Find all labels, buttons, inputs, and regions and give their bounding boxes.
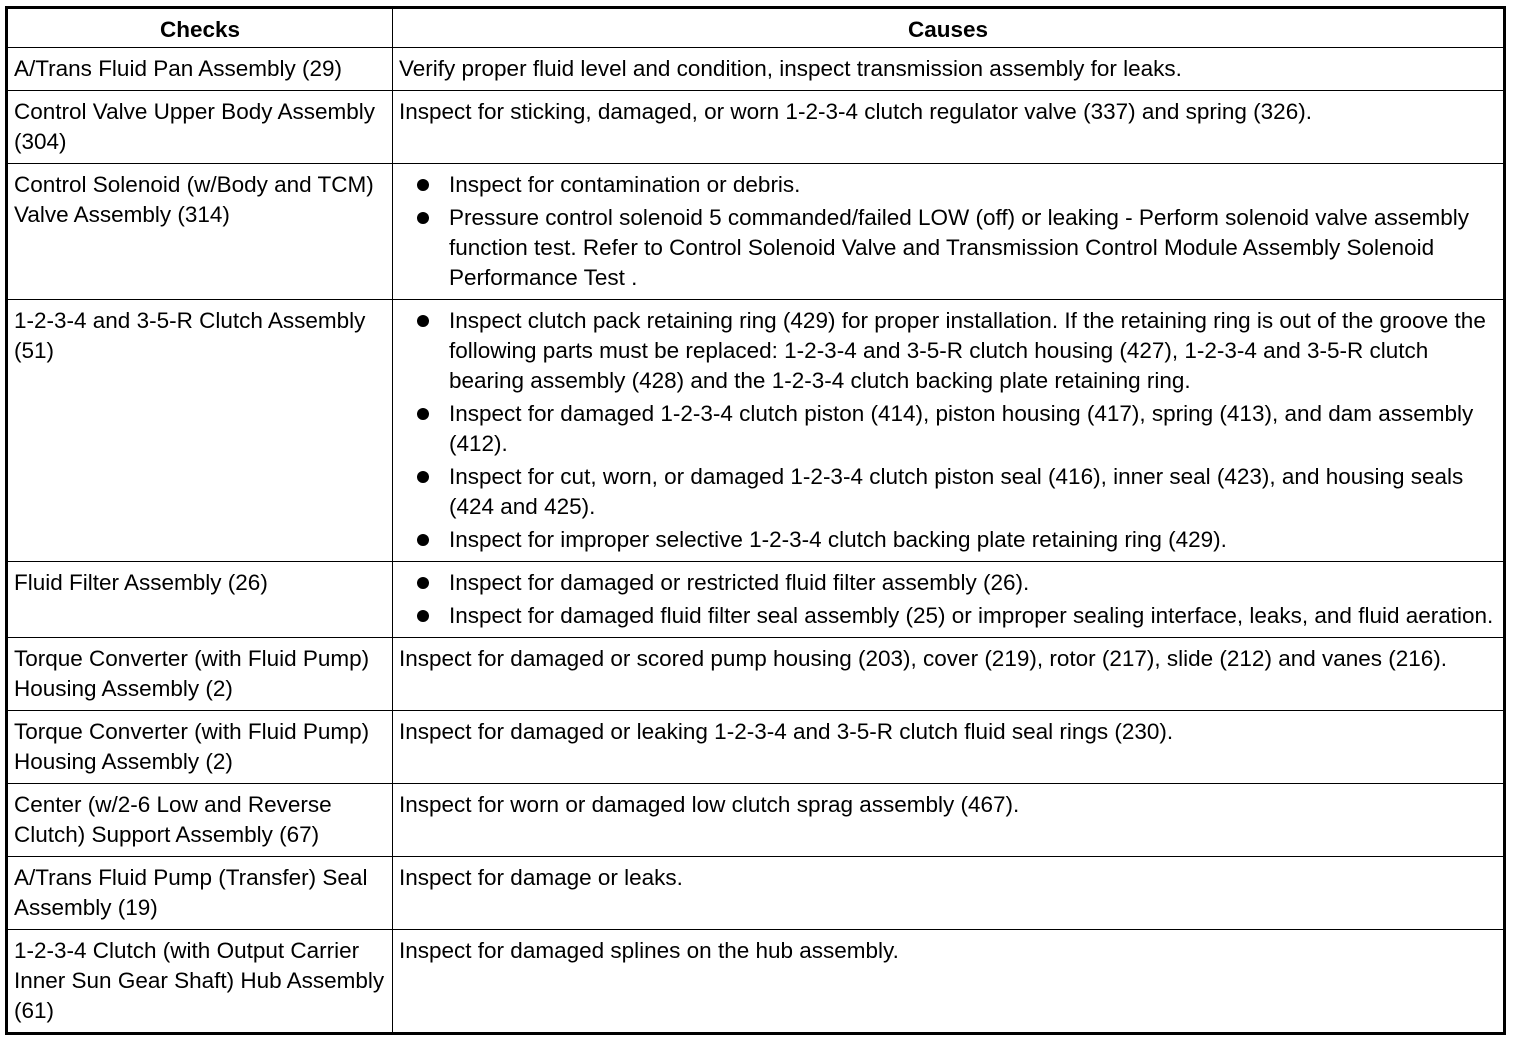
bullet-icon [417, 610, 429, 622]
list-item [399, 203, 1497, 293]
cause-cell [393, 300, 1505, 562]
table-row [7, 300, 1505, 562]
bullet-icon [417, 179, 429, 191]
header-row [7, 8, 1505, 48]
list-item [399, 170, 1497, 200]
list-item [399, 462, 1497, 522]
table-row [7, 857, 1505, 930]
list-item [399, 601, 1497, 631]
bullet-icon [417, 471, 429, 483]
check-cell: Center (w/2-6 Low and Reverse Clutch) Support Assembly (67) [7, 784, 393, 857]
check-cell: 1-2-3-4 Clutch (with Output Carrier Inner Sun Gear Shaft) Hub Assembly (61) [7, 930, 393, 1034]
bullet-text: Pressure control solenoid 5 commanded/failed LOW (off) or leaking - Perform solenoid valve assembly function test. Refer to Control Solenoid Valve and Transmission Control Module Assembly Solenoid Performance Test . [449, 205, 1470, 290]
cause-cell: Inspect for damaged or scored pump housing (203), cover (219), rotor (217), slide (212) and vanes (216). [393, 638, 1505, 711]
check-cell: A/Trans Fluid Pan Assembly (29) [7, 48, 393, 91]
table-row [7, 562, 1505, 638]
table-row [7, 164, 1505, 300]
causes-header: Causes [393, 8, 1505, 48]
bullet-icon [417, 315, 429, 327]
cause-cell: Inspect for worn or damaged low clutch sprag assembly (467). [393, 784, 1505, 857]
cause-cell: Inspect for damaged or leaking 1-2-3-4 and 3-5-R clutch fluid seal rings (230). [393, 711, 1505, 784]
check-cell: Fluid Filter Assembly (26) [7, 562, 393, 638]
cause-cell: Inspect for damage or leaks. [393, 857, 1505, 930]
check-cell: Torque Converter (with Fluid Pump) Housing Assembly (2) [7, 711, 393, 784]
bullet-icon [417, 577, 429, 589]
cause-cell [393, 164, 1505, 300]
table-row [7, 711, 1505, 784]
table-row [7, 930, 1505, 1034]
table-row [7, 638, 1505, 711]
bullet-text: Inspect for damaged fluid filter seal assembly (25) or improper sealing interface, leaks, and fluid aeration. [449, 603, 1494, 628]
bullet-text: Inspect for cut, worn, or damaged 1-2-3-4 clutch piston seal (416), inner seal (423), and housing seals (424 and 425). [449, 464, 1464, 519]
list-item [399, 306, 1497, 396]
cause-cell: Inspect for damaged splines on the hub assembly. [393, 930, 1505, 1034]
bullet-icon [417, 408, 429, 420]
bullet-text: Inspect for damaged or restricted fluid filter assembly (26). [449, 570, 1030, 595]
check-cell: Control Valve Upper Body Assembly (304) [7, 91, 393, 164]
list-item [399, 399, 1497, 459]
check-cell: Torque Converter (with Fluid Pump) Housing Assembly (2) [7, 638, 393, 711]
check-cell: A/Trans Fluid Pump (Transfer) Seal Assembly (19) [7, 857, 393, 930]
list-item [399, 525, 1497, 555]
cause-list [399, 568, 1497, 631]
cause-list [399, 306, 1497, 555]
bullet-text: Inspect clutch pack retaining ring (429) for proper installation. If the retaining ring is out of the groove the following parts must be replaced: 1-2-3-4 and 3-5-R clutch housing (427), 1-2-3-4 and 3-5-R clutch bearing assembly (428) and the 1-2-3-4 clutch backing plate retaining ring. [449, 308, 1486, 393]
bullet-text: Inspect for contamination or debris. [449, 172, 801, 197]
table-row [7, 48, 1505, 91]
table-row [7, 784, 1505, 857]
bullet-text: Inspect for improper selective 1-2-3-4 clutch backing plate retaining ring (429). [449, 527, 1227, 552]
diagnostic-table [5, 6, 1506, 1035]
table-row [7, 91, 1505, 164]
cause-list [399, 170, 1497, 293]
bullet-icon [417, 534, 429, 546]
bullet-text: Inspect for damaged 1-2-3-4 clutch piston (414), piston housing (417), spring (413), and dam assembly (412). [449, 401, 1474, 456]
checks-header: Checks [7, 8, 393, 48]
list-item [399, 568, 1497, 598]
cause-cell [393, 562, 1505, 638]
bullet-icon [417, 212, 429, 224]
check-cell: 1-2-3-4 and 3-5-R Clutch Assembly (51) [7, 300, 393, 562]
cause-cell: Inspect for sticking, damaged, or worn 1-2-3-4 clutch regulator valve (337) and spring (326). [393, 91, 1505, 164]
cause-cell: Verify proper fluid level and condition, inspect transmission assembly for leaks. [393, 48, 1505, 91]
check-cell: Control Solenoid (w/Body and TCM) Valve Assembly (314) [7, 164, 393, 300]
